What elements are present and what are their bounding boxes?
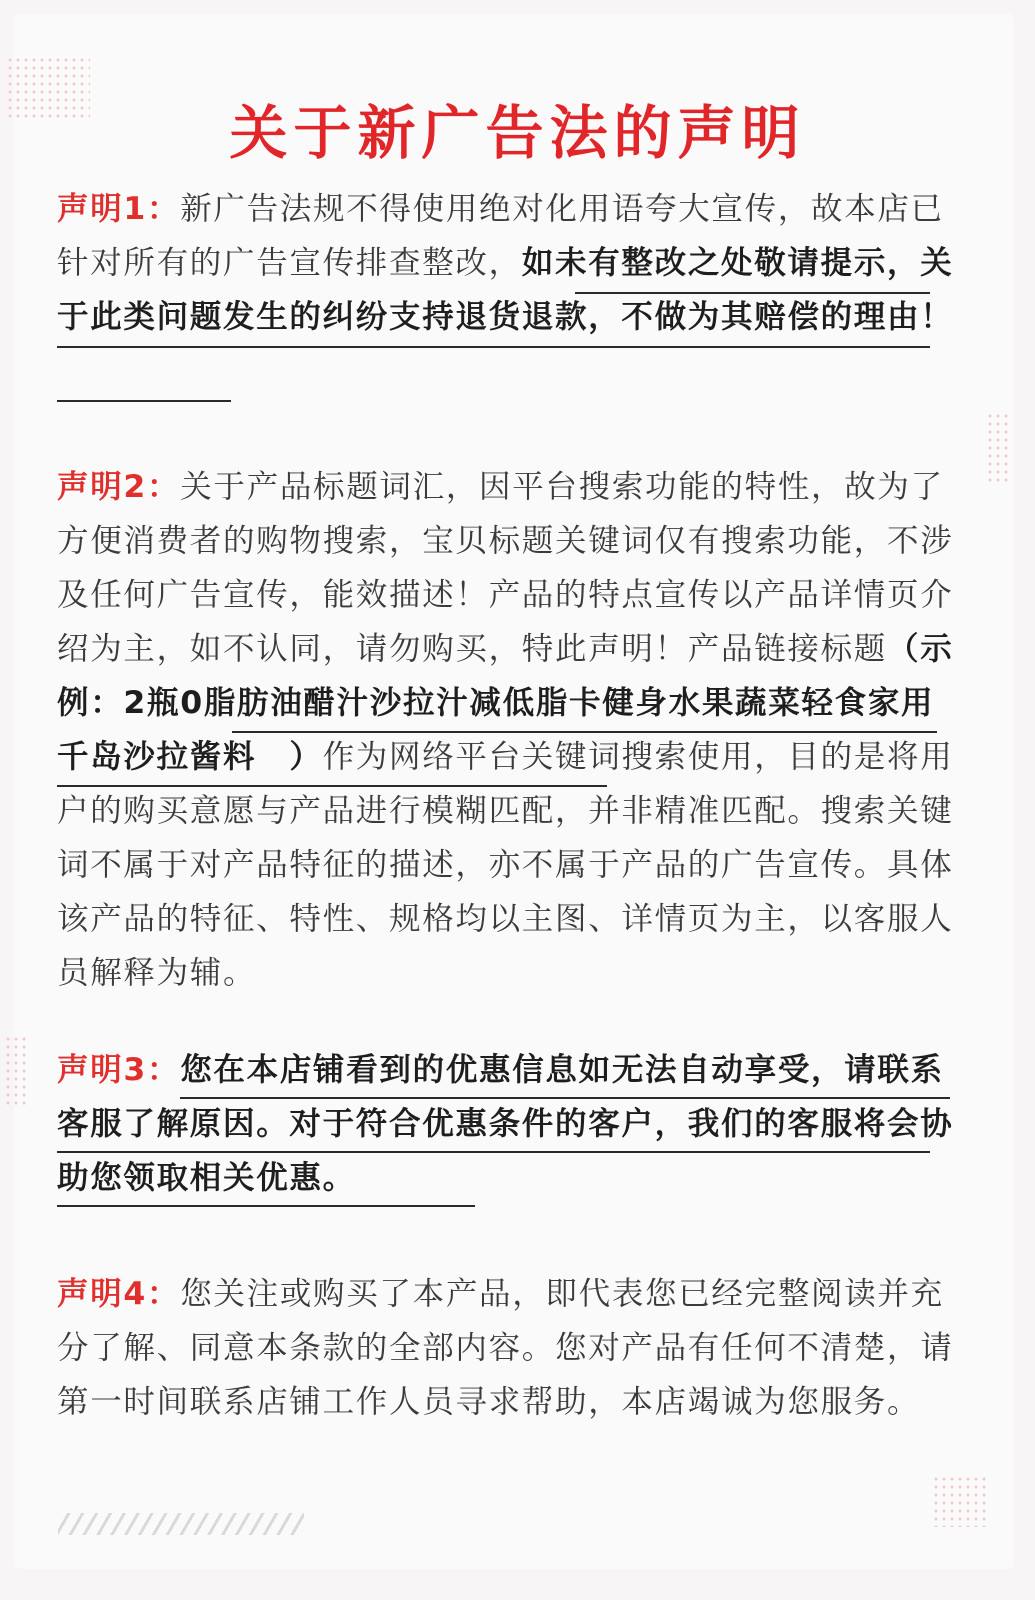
declaration-3-bold-text: 您在本店铺看到的优惠信息如无法自动享受，请联系客服了解原因。对于符合优惠条件的客户，我们的客服将会协助您领取相关优惠。 bbox=[57, 1052, 954, 1196]
underline bbox=[57, 400, 231, 402]
declaration-4-label: 声明4： bbox=[57, 1276, 181, 1312]
underline bbox=[57, 785, 607, 787]
declaration-1 bbox=[57, 182, 957, 344]
underline bbox=[57, 346, 930, 348]
declaration-2 bbox=[57, 460, 957, 1000]
decorative-hatch-bottom bbox=[58, 1513, 304, 1535]
underline bbox=[57, 1205, 475, 1207]
underline bbox=[575, 292, 930, 294]
declaration-1-label: 声明1： bbox=[57, 191, 181, 227]
declaration-2-text-continued: 作为网络平台关键词搜索使用，目的是将用户的购买意愿与产品进行模糊匹配，并非精准匹配。搜索关键词不属于对产品特征的描述，亦不属于产品的广告宣传。具体该产品的特征、特性、规格均以主图、详情页为主，以客服人员解释为辅。 bbox=[57, 739, 954, 991]
declaration-1-text: 新广告法规不得使用绝对化用语夸大宣传，故本店已针对所有的广告宣传排查整改， bbox=[57, 191, 944, 281]
declaration-2-text: 关于产品标题词汇，因平台搜索功能的特性，故为了方便消费者的购物搜索，宝贝标题关键词仅有搜索功能，不涉及任何广告宣传，能效描述！产品的特点宣传以产品详情页介绍为主，如不认同，请勿购买，特此声明！产品链接标题 bbox=[57, 469, 954, 667]
declaration-3 bbox=[57, 1043, 957, 1205]
declaration-2-label: 声明2： bbox=[57, 469, 181, 505]
page-title: 关于新广告法的声明 bbox=[229, 99, 806, 167]
declaration-4-text: 您关注或购买了本产品，即代表您已经完整阅读并充分了解、同意本条款的全部内容。您对产品有任何不清楚，请第一时间联系店铺工作人员寻求帮助，本店竭诚为您服务。 bbox=[57, 1276, 954, 1420]
underline bbox=[57, 1151, 930, 1153]
decorative-dots-right-upper bbox=[986, 412, 1012, 484]
declaration-1-bold-text: 如未有整改之处敬请提示，关于此类问题发生的纠纷支持退货退款，不做为其赔偿的理由！ bbox=[57, 245, 954, 335]
declaration-4 bbox=[57, 1267, 957, 1429]
underline bbox=[232, 731, 937, 733]
underline bbox=[180, 1097, 950, 1099]
decorative-dots-bottom-right bbox=[932, 1475, 988, 1527]
declaration-2-bold-text: （示例：2瓶0脂肪油醋汁沙拉汁减低脂卡健身水果蔬菜轻食家用千岛沙拉酱料 ） bbox=[57, 631, 954, 775]
decorative-dots-left-middle bbox=[4, 1035, 26, 1105]
declaration-3-label: 声明3： bbox=[57, 1052, 181, 1088]
